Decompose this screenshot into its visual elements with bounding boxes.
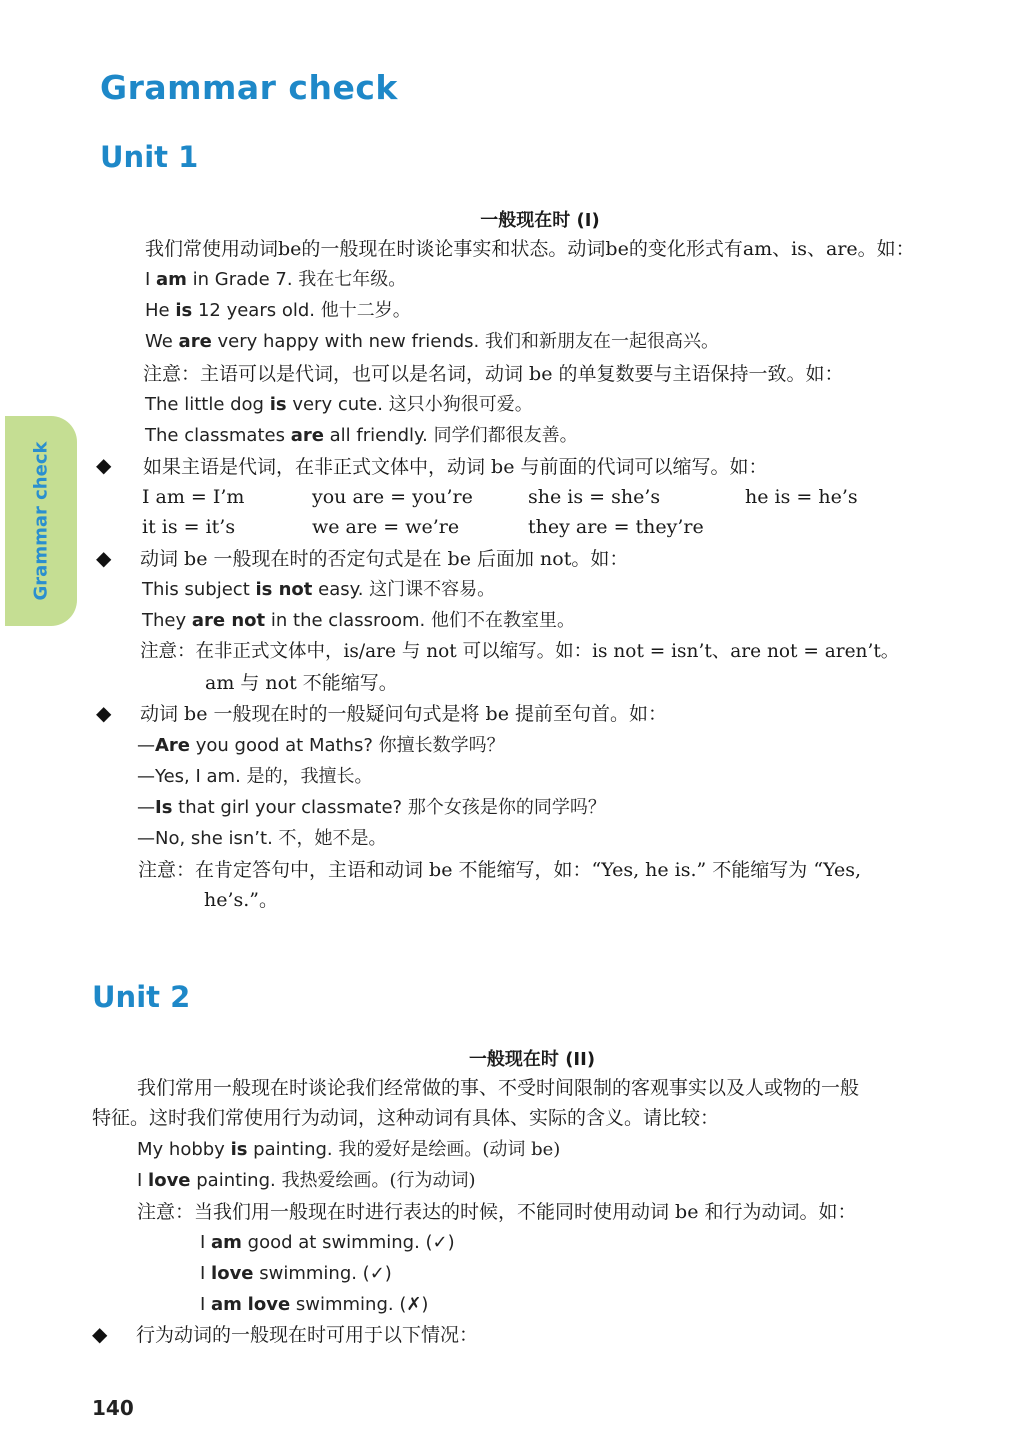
unit2-subtitle: 一般现在时 (II) <box>468 1049 596 1070</box>
unit1-example-6: This subject is not easy. 这门课不容易。 <box>142 579 496 600</box>
unit1-dialogue-4: —No, she isn’t. 不，她不是。 <box>137 828 387 849</box>
contraction-we-are: we are = we’re <box>312 516 460 538</box>
unit2-intro-cont: 特征。这时我们常使用行为动词，这种动词有具体、实际的含义。请比较： <box>92 1107 720 1129</box>
unit2-title: Unit 2 <box>92 980 191 1014</box>
unit1-note-3-cont: he’s.”。 <box>204 889 279 911</box>
bullet-diamond-icon: ◆ <box>92 1322 108 1346</box>
unit1-example-4: The little dog is very cute. 这只小狗很可爱。 <box>145 394 533 415</box>
contraction-he-is: he is = he’s <box>745 486 858 508</box>
unit1-example-1: I am in Grade 7. 我在七年级。 <box>145 269 407 290</box>
page-title: Grammar check <box>100 68 398 107</box>
unit2-example-4: I love swimming. (✓) <box>200 1263 392 1284</box>
side-tab <box>5 416 77 626</box>
unit1-bullet-1: 如果主语是代词，在非正式文体中，动词 be 与前面的代词可以缩写。如： <box>143 456 768 478</box>
page-number: 140 <box>92 1396 134 1420</box>
contraction-they-are: they are = they’re <box>528 516 704 538</box>
contraction-it-is: it is = it’s <box>142 516 236 538</box>
unit1-note-2-cont: am 与 not 不能缩写。 <box>205 672 398 694</box>
unit1-note-2: 注意：在非正式文体中，is/are 与 not 可以缩写。如：is not = isn’t、are not = aren’t。 <box>140 641 900 662</box>
unit2-example-5: I am love swimming. (✗) <box>200 1294 429 1315</box>
bullet-diamond-icon: ◆ <box>96 701 112 725</box>
unit2-example-3: I am good at swimming. (✓) <box>200 1232 455 1253</box>
bullet-diamond-icon: ◆ <box>96 546 112 570</box>
unit1-example-5: The classmates are all friendly. 同学们都很友善。 <box>145 425 578 446</box>
unit1-note-3: 注意：在肯定答句中，主语和动词 be 不能缩写，如：“Yes, he is.” 不能缩写为 “Yes, <box>138 859 861 881</box>
contraction-i-am: I am = I’m <box>142 486 245 508</box>
unit1-note-1: 注意：主语可以是代词，也可以是名词，动词 be 的单复数要与主语保持一致。如： <box>143 363 844 385</box>
unit2-bullet-1: 行为动词的一般现在时可用于以下情况： <box>136 1324 479 1346</box>
unit1-intro: 我们常使用动词be的一般现在时谈论事实和状态。动词be的变化形式有am、is、are。如： <box>145 238 915 260</box>
unit1-example-2: He is 12 years old. 他十二岁。 <box>145 300 411 321</box>
unit2-example-2: I love painting. 我热爱绘画。(行为动词) <box>137 1170 476 1191</box>
unit1-dialogue-2: —Yes, I am. 是的，我擅长。 <box>137 766 373 787</box>
unit1-subtitle: 一般现在时 (I) <box>480 210 600 231</box>
bullet-diamond-icon: ◆ <box>96 453 112 477</box>
contraction-you-are: you are = you’re <box>312 486 473 508</box>
unit2-example-1: My hobby is painting. 我的爱好是绘画。(动词 be) <box>137 1139 561 1160</box>
contraction-she-is: she is = she’s <box>528 486 661 508</box>
unit1-bullet-2: 动词 be 一般现在时的否定句式是在 be 后面加 not。如： <box>140 548 629 570</box>
unit2-intro: 我们常用一般现在时谈论我们经常做的事、不受时间限制的客观事实以及人或物的一般 <box>137 1077 860 1099</box>
unit1-example-3: We are very happy with new friends. 我们和新朋友在一起很高兴。 <box>145 331 719 352</box>
side-tab-label: Grammar check <box>30 441 52 601</box>
unit1-dialogue-1: —Are you good at Maths? 你擅长数学吗？ <box>137 735 505 756</box>
unit1-bullet-3: 动词 be 一般现在时的一般疑问句式是将 be 提前至句首。如： <box>140 703 667 725</box>
unit1-title: Unit 1 <box>100 140 199 174</box>
unit2-note-1: 注意：当我们用一般现在时进行表达的时候，不能同时使用动词 be 和行为动词。如： <box>137 1201 857 1223</box>
unit1-dialogue-3: —Is that girl your classmate? 那个女孩是你的同学吗？ <box>137 797 606 818</box>
unit1-example-7: They are not in the classroom. 他们不在教室里。 <box>142 610 575 631</box>
